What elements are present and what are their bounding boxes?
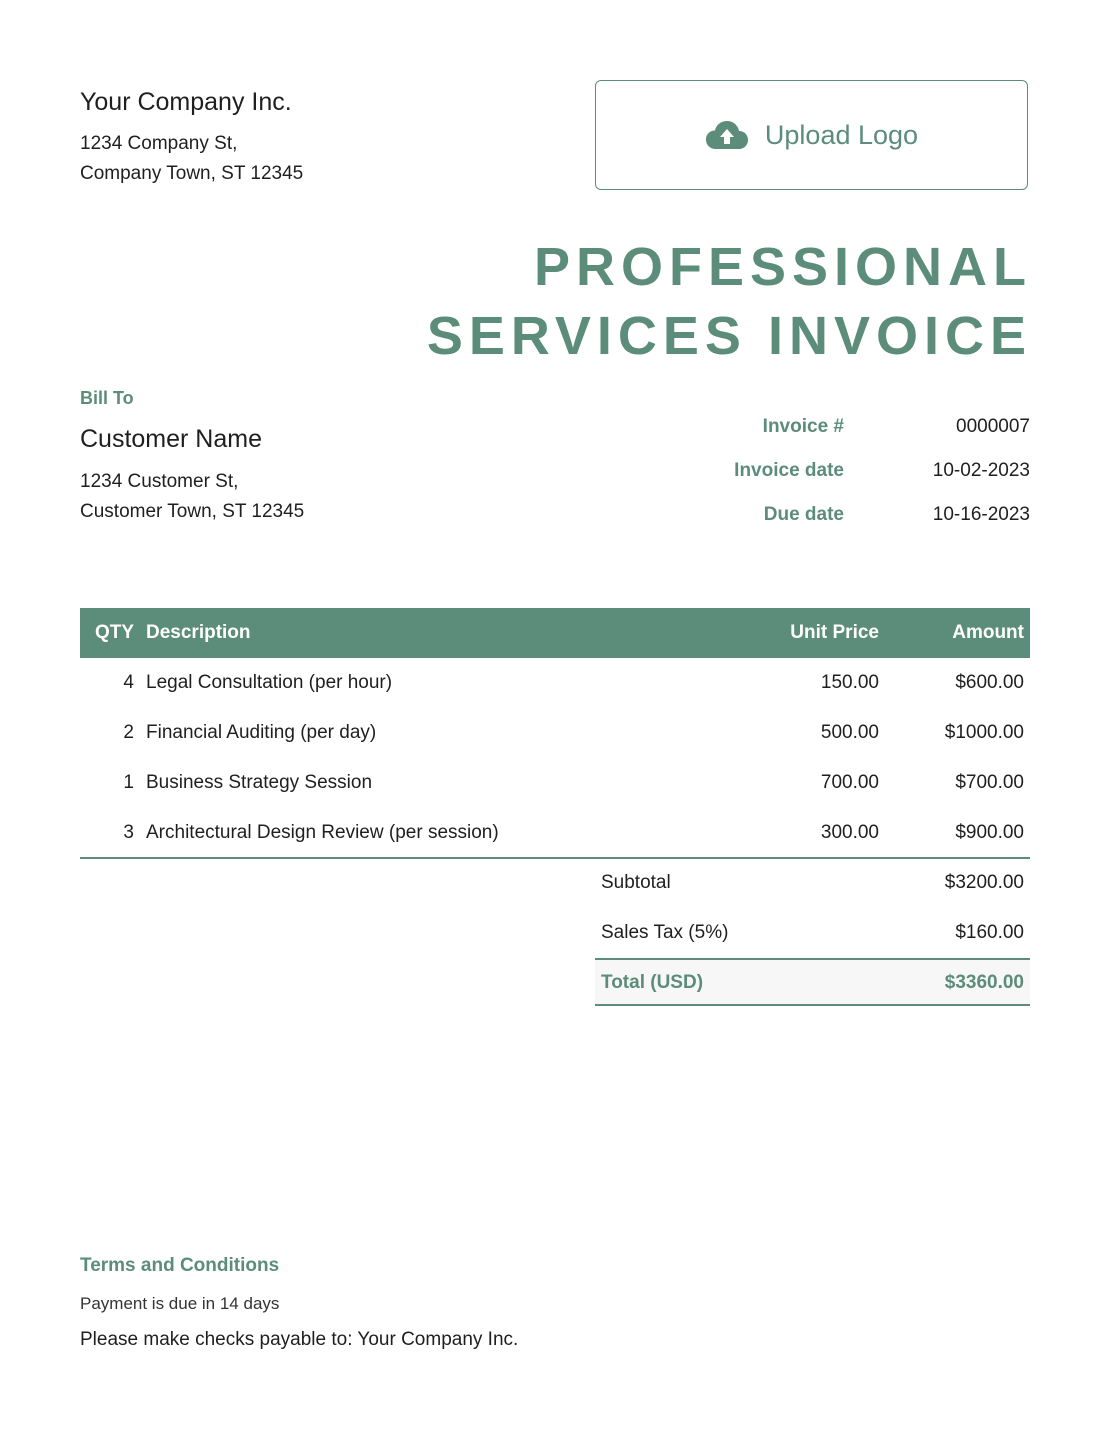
row-amount: $900.00 <box>955 822 1024 843</box>
customer-address-line1: 1234 Customer St, <box>80 471 239 492</box>
row-unit-price: 700.00 <box>820 772 879 793</box>
row-description: Legal Consultation (per hour) <box>146 672 393 693</box>
row-unit-price: 150.00 <box>820 672 879 693</box>
subtotal-value: $3200.00 <box>944 872 1024 893</box>
company-name: Your Company Inc. <box>80 88 292 116</box>
header-unit-price: Unit Price <box>790 622 879 643</box>
table-row <box>80 658 1030 708</box>
total-value: $3360.00 <box>944 972 1024 993</box>
invoice-date-label: Invoice date <box>734 460 844 481</box>
company-address-line1: 1234 Company St, <box>80 133 238 154</box>
invoice-number-value: 0000007 <box>956 416 1030 437</box>
row-amount: $700.00 <box>955 772 1024 793</box>
upload-logo-label: Upload Logo <box>764 119 919 150</box>
row-unit-price: 300.00 <box>820 822 879 843</box>
due-date-label: Due date <box>763 504 844 525</box>
total-label: Total (USD) <box>601 972 704 993</box>
row-qty: 2 <box>123 722 134 743</box>
items-table-header <box>80 608 1030 658</box>
total-row <box>595 958 1030 1006</box>
row-qty: 3 <box>123 822 134 843</box>
table-row <box>80 758 1030 808</box>
terms-payment-due: Payment is due in 14 days <box>80 1294 280 1313</box>
customer-name: Customer Name <box>80 425 262 453</box>
row-qty: 1 <box>123 772 134 793</box>
invoice-date-value: 10-02-2023 <box>932 460 1030 481</box>
table-row <box>80 808 1030 858</box>
invoice-title-line2: SERVICES INVOICE <box>426 306 1032 366</box>
upload-logo-button[interactable] <box>595 80 1028 190</box>
header-description: Description <box>146 622 251 643</box>
subtotal-label: Subtotal <box>601 872 671 893</box>
company-address-line2: Company Town, ST 12345 <box>80 163 304 184</box>
invoice-number-label: Invoice # <box>762 416 844 437</box>
invoice-title-line1: PROFESSIONAL <box>533 237 1032 297</box>
row-amount: $1000.00 <box>944 722 1024 743</box>
sales-tax-label: Sales Tax (5%) <box>601 922 729 943</box>
header-amount: Amount <box>952 622 1024 643</box>
sales-tax-row <box>595 909 1030 957</box>
customer-address-line2: Customer Town, ST 12345 <box>80 501 305 522</box>
row-amount: $600.00 <box>955 672 1024 693</box>
row-description: Architectural Design Review (per session) <box>146 822 499 843</box>
bill-to-label: Bill To <box>80 388 134 408</box>
sales-tax-value: $160.00 <box>955 922 1024 943</box>
cloud-upload-icon <box>705 120 749 150</box>
row-qty: 4 <box>123 672 134 693</box>
header-qty: QTY <box>94 622 134 643</box>
row-description: Business Strategy Session <box>146 772 373 793</box>
terms-heading: Terms and Conditions <box>80 1255 280 1276</box>
subtotal-row <box>595 859 1030 907</box>
row-unit-price: 500.00 <box>820 722 879 743</box>
due-date-value: 10-16-2023 <box>932 504 1030 525</box>
table-row <box>80 708 1030 758</box>
row-description: Financial Auditing (per day) <box>146 722 377 743</box>
terms-checks-payable: Please make checks payable to: Your Company Inc. <box>80 1329 519 1350</box>
